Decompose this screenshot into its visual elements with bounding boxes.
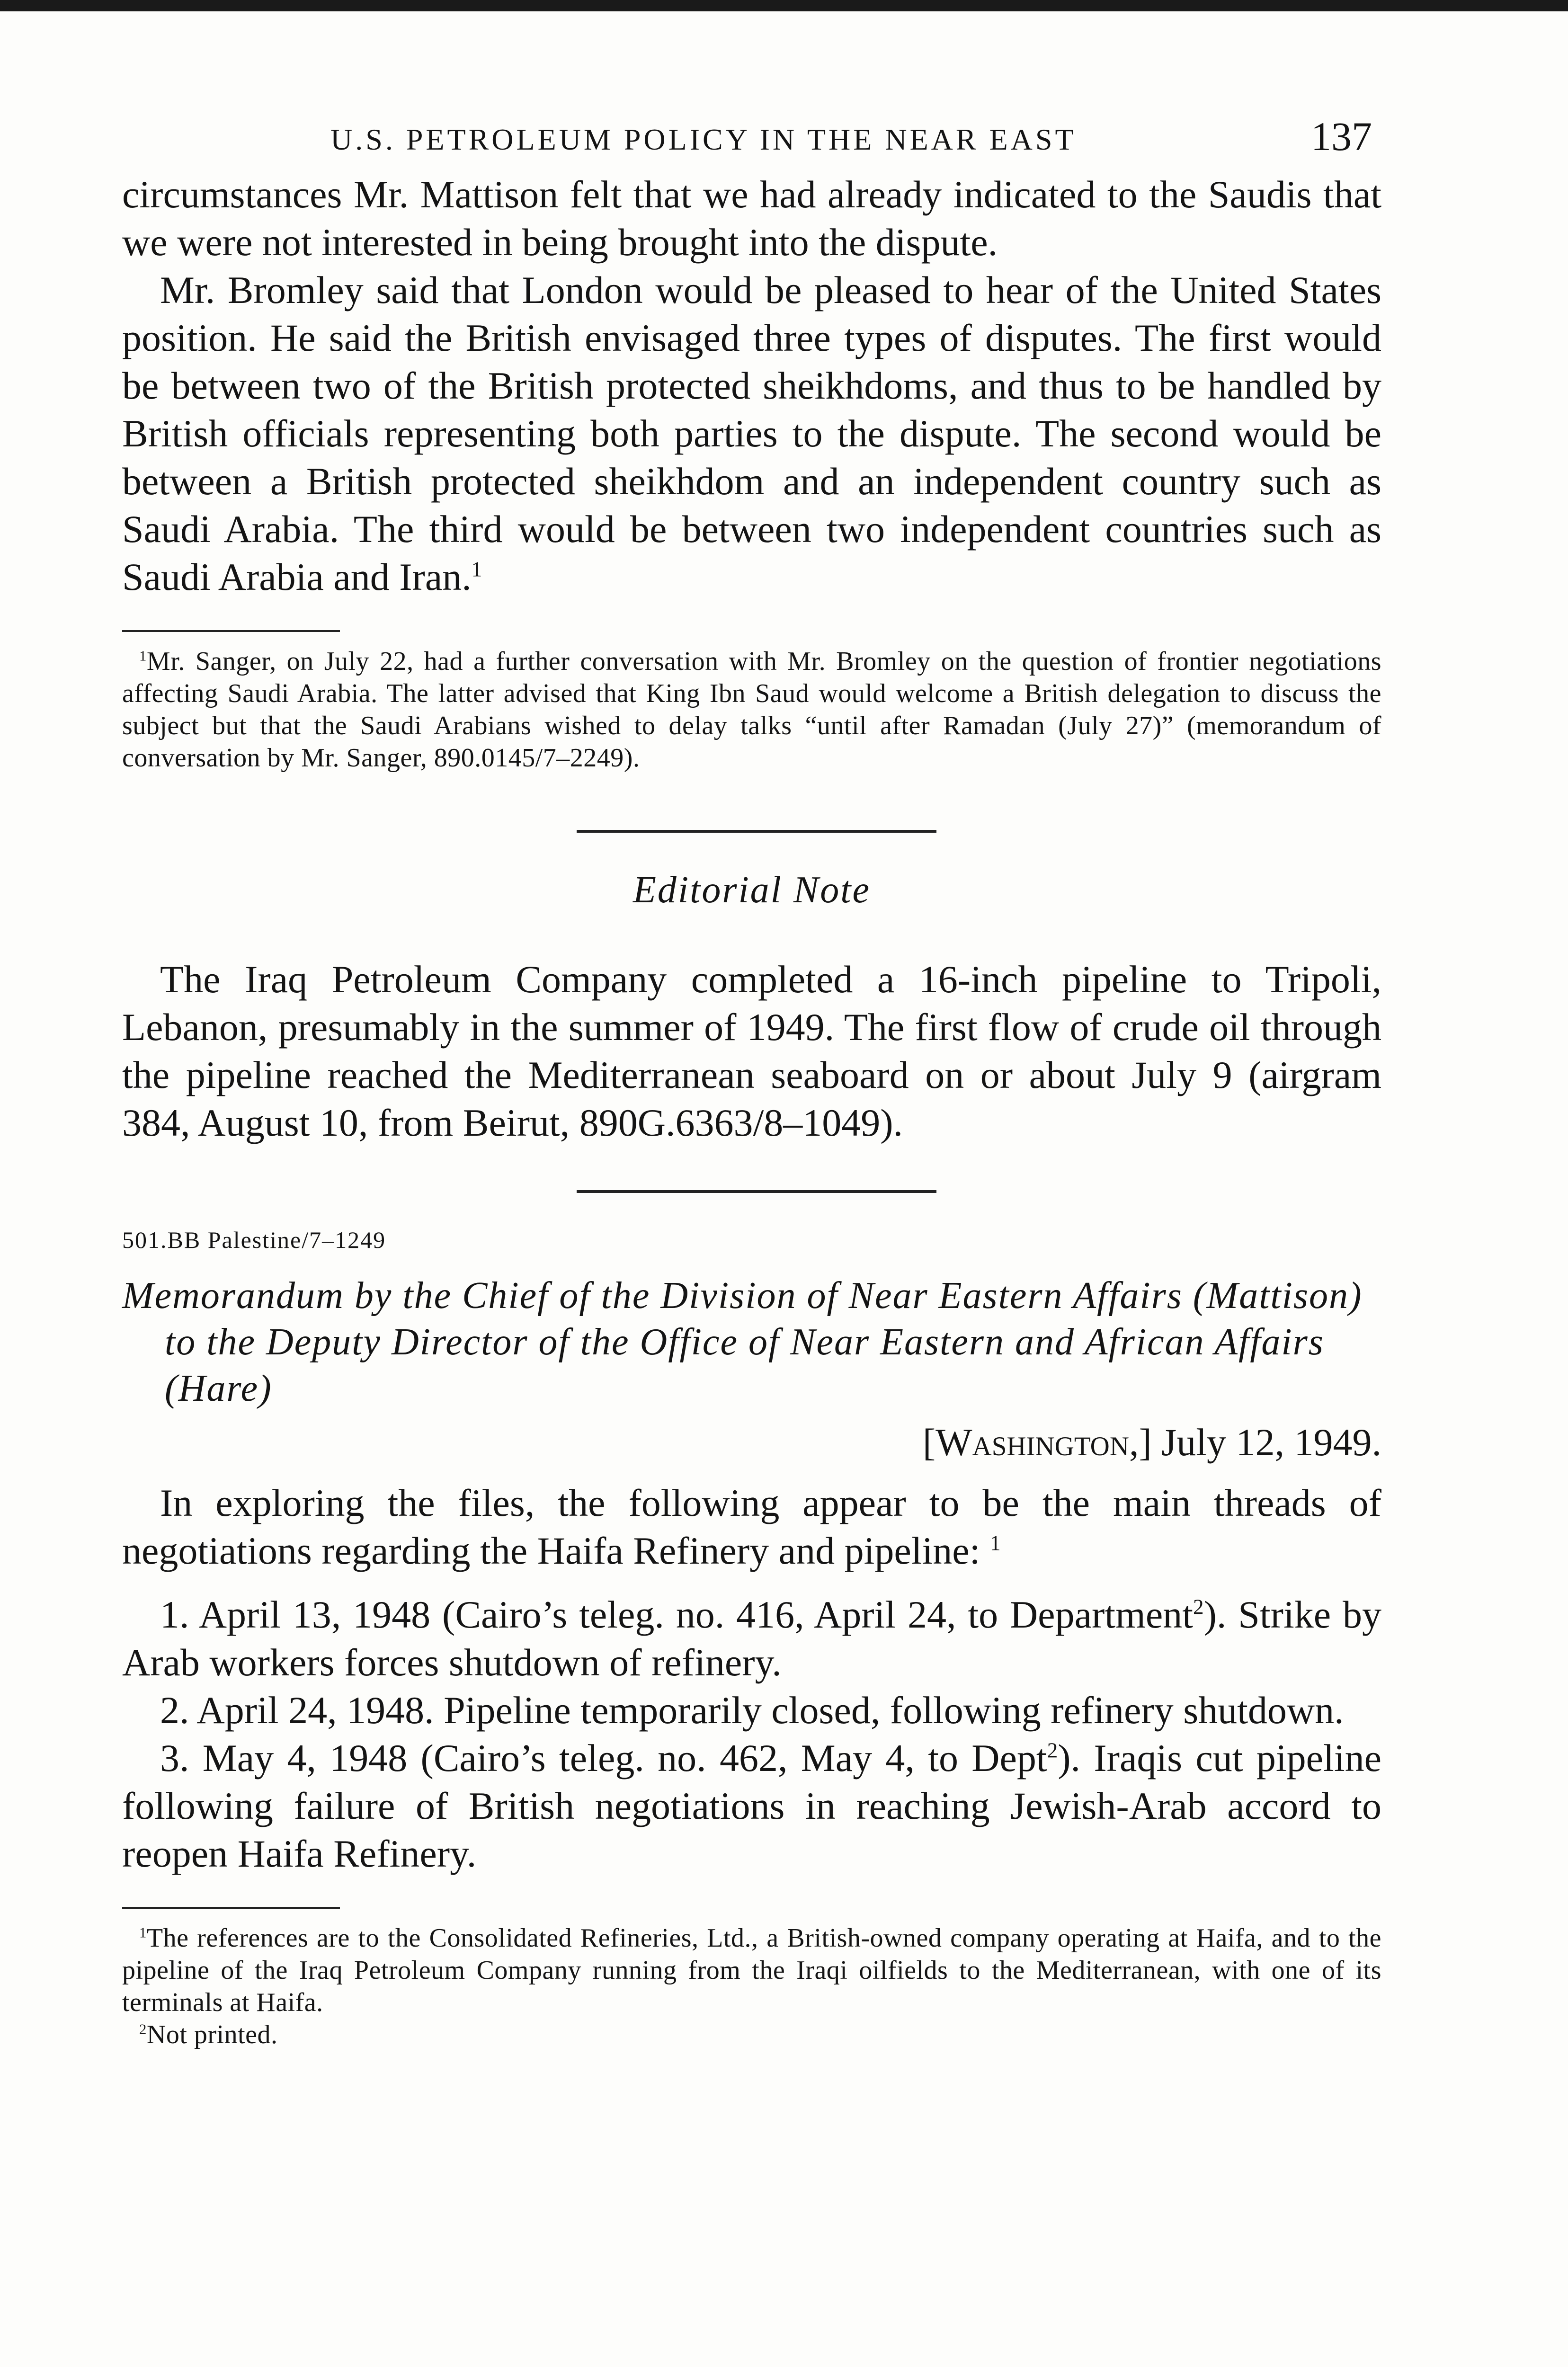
editorial-note-title: Editorial Note: [633, 869, 871, 911]
paragraph-bromley-text: Mr. Bromley said that London would be pleased to hear of the United States position. He said the British envisaged three types of disputes. The first would be between two of the British protected sheikhdoms, and thus to be handled by British officials representing both parties to the dispute. The second would be between a British protected sheikhdom and an independent country such as Saudi Arabia. The third would be between two independent countries such as Saudi Arabia and Iran.: [122, 268, 1381, 598]
footnote-references: [122, 1922, 1381, 2019]
footnote-marker: 1: [139, 1924, 147, 1941]
dateline-place: [Washington,]: [922, 1421, 1152, 1464]
paragraph-bromley: [122, 266, 1381, 601]
editorial-note-text: The Iraq Petroleum Company completed a 16-inch pipeline to Tripoli, Lebanon, presumably in the summer of 1949. The first flow of crude oil through the pipeline reached the Mediterranean seaboard on or about July 9 (airgram 384, August 10, from Beirut, 890G.6363/8–1049).: [122, 958, 1381, 1144]
footnote-marker: 1: [139, 648, 147, 664]
section-separator: [577, 1190, 936, 1193]
text-column: [122, 114, 1381, 2051]
memo-intro-text: In exploring the files, the following appear to be the main threads of negotiations regarding the Haifa Refinery and pipeline:: [122, 1481, 1381, 1572]
footnote-sanger: [122, 645, 1381, 774]
footnote-text: The references are to the Consolidated Refineries, Ltd., a British-owned company operating at Haifa, and to the pipeline of the Iraq Petroleum Company running from the Iraqi oilfields to the Mediterranean, with one of its terminals at Haifa.: [122, 1923, 1381, 2017]
footnote-ref: 1: [990, 1531, 1001, 1555]
paragraph-continuation: circumstances Mr. Mattison felt that we had already indicated to the Saudis that we were not interested in being brought into the dispute.: [122, 173, 1381, 264]
footnote-rule: [122, 1907, 340, 1909]
running-head: U.S. PETROLEUM POLICY IN THE NEAR EAST: [330, 123, 1077, 156]
footnote-ref: 1: [471, 557, 482, 581]
list-item-tail: ). Iraqis cut pipeline following failure of British negotiations in reaching Jewish-Arab accord to reopen Haifa Refinery.: [122, 1736, 1381, 1875]
footnote-not-printed: [122, 2019, 1381, 2051]
footnote-text: Mr. Sanger, on July 22, had a further conversation with Mr. Bromley on the question of frontier negotiations affecting Saudi Arabia. The latter advised that King Ibn Saud would welcome a British delegation to discuss the subject but that the Saudi Arabians wished to delay talks “until after Ramadan (July 27)” (memorandum of conversation by Mr. Sanger, 890.0145/7–2249).: [122, 647, 1381, 773]
list-item-text: 1. April 13, 1948 (Cairo’s teleg. no. 416, April 24, to Department: [160, 1593, 1194, 1636]
footnote-text: Not printed.: [146, 2020, 278, 2049]
dateline: [122, 1420, 1381, 1465]
document-id: 501.BB Palestine/7–1249: [122, 1227, 386, 1253]
list-item-tail: ). Strike by Arab workers forces shutdown of refinery.: [122, 1593, 1381, 1684]
footnote-marker: 2: [139, 2021, 147, 2038]
list-item: [122, 1591, 1381, 1686]
footnote-rule: [122, 630, 340, 632]
page-header: [122, 114, 1381, 170]
page-number: 137: [1311, 114, 1372, 159]
list-item: [122, 1686, 1381, 1734]
scan-top-edge: [0, 0, 1568, 11]
event-list: [122, 1591, 1381, 1878]
memo-intro: [122, 1479, 1381, 1575]
section-separator: [577, 830, 936, 833]
footnote-ref: 2: [1193, 1595, 1204, 1619]
list-item: [122, 1734, 1381, 1878]
list-item-text: 2. April 24, 1948. Pipeline temporarily closed, following refinery shutdown.: [160, 1689, 1344, 1732]
dateline-date: July 12, 1949.: [1161, 1421, 1381, 1464]
memo-title: Memorandum by the Chief of the Division of Near Eastern Affairs (Mattison) to the Deputy Director of the Office of Near Eastern and African Affairs (Hare): [122, 1275, 1363, 1409]
footnote-ref: 2: [1047, 1738, 1058, 1762]
list-item-text: 3. May 4, 1948 (Cairo’s teleg. no. 462, May 4, to Dept: [160, 1736, 1047, 1780]
